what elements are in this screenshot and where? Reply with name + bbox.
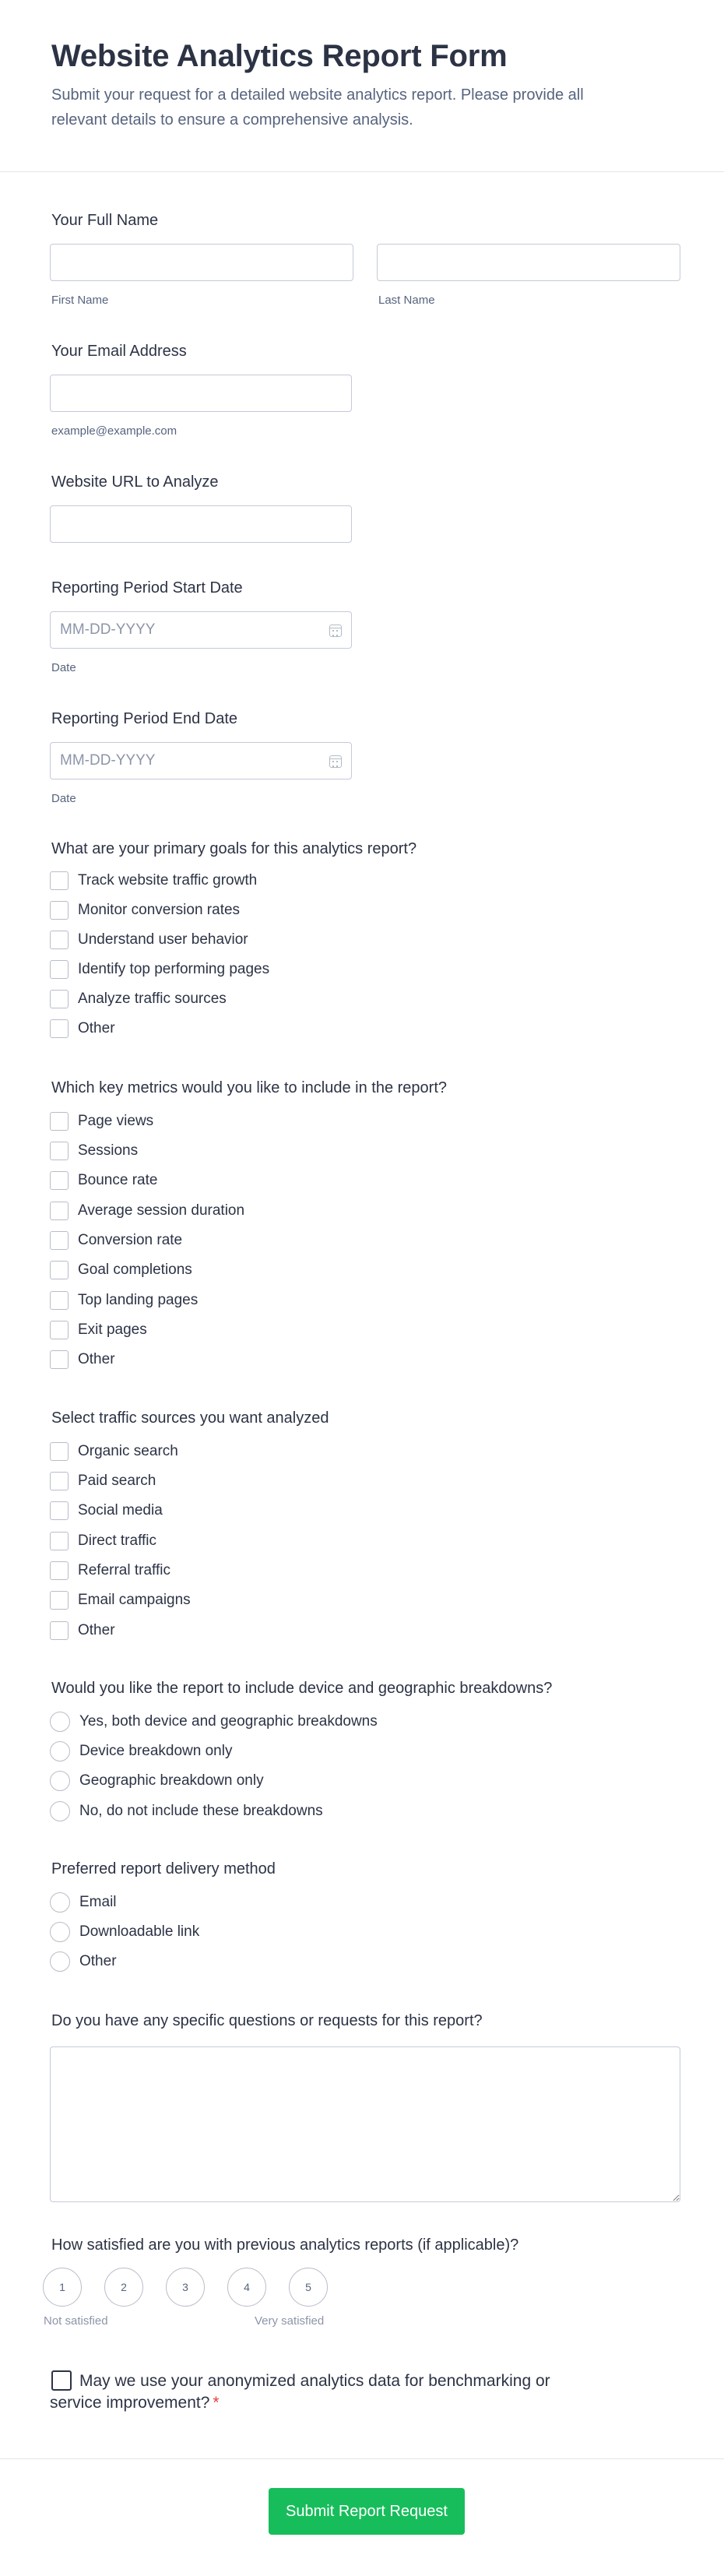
radio-button[interactable] xyxy=(50,1771,70,1791)
source-option[interactable]: Social media xyxy=(50,1501,163,1521)
questions-textarea[interactable] xyxy=(50,2046,680,2202)
breakdowns-label: Would you like the report to include device and geographic breakdowns? xyxy=(51,1680,553,1697)
first-name-sublabel: First Name xyxy=(51,294,109,307)
checkbox[interactable] xyxy=(50,1142,69,1160)
radio-button[interactable] xyxy=(50,1801,70,1821)
goal-option[interactable]: Other xyxy=(50,1019,115,1039)
required-mark: * xyxy=(213,2394,220,2412)
rating-low-label: Not satisfied xyxy=(44,2314,108,2328)
consent-text: May we use your anonymized analytics data for benchmarking or service improvement? xyxy=(50,2372,550,2412)
email-label: Your Email Address xyxy=(51,343,187,360)
rating-option[interactable]: 4 xyxy=(227,2268,266,2307)
metric-option[interactable]: Bounce rate xyxy=(50,1170,157,1191)
checkbox[interactable] xyxy=(50,931,69,949)
breakdown-option[interactable]: Device breakdown only xyxy=(50,1741,232,1761)
goal-option[interactable]: Identify top performing pages xyxy=(50,959,269,980)
metrics-label: Which key metrics would you like to include in the report? xyxy=(51,1079,448,1096)
satisfaction-label: How satisfied are you with previous analytics reports (if applicable)? xyxy=(51,2236,519,2254)
calendar-icon[interactable] xyxy=(329,755,342,768)
website-url-input[interactable] xyxy=(50,505,352,543)
footer-divider xyxy=(0,2458,724,2459)
rating-option[interactable]: 2 xyxy=(104,2268,143,2307)
metric-option[interactable]: Exit pages xyxy=(50,1320,147,1340)
start-date-label: Reporting Period Start Date xyxy=(51,579,243,596)
goal-option[interactable]: Track website traffic growth xyxy=(50,871,257,891)
goal-option[interactable]: Understand user behavior xyxy=(50,930,248,950)
questions-label: Do you have any specific questions or requests for this report? xyxy=(51,2012,483,2029)
first-name-input[interactable] xyxy=(50,244,353,281)
end-date-input[interactable] xyxy=(50,742,352,779)
metric-option[interactable]: Conversion rate xyxy=(50,1230,182,1251)
radio-button[interactable] xyxy=(50,1951,70,1972)
checkbox[interactable] xyxy=(50,990,69,1008)
radio-button[interactable] xyxy=(50,1741,70,1761)
start-date-sublabel: Date xyxy=(51,661,76,674)
source-option[interactable]: Paid search xyxy=(50,1471,156,1491)
form-description: Submit your request for a detailed website analytics report. Please provide all relevant details to ensure a comprehensive analysis. xyxy=(51,86,584,128)
delivery-option[interactable]: Email xyxy=(50,1892,117,1913)
checkbox[interactable] xyxy=(50,1202,69,1220)
source-option[interactable]: Other xyxy=(50,1621,115,1641)
checkbox[interactable] xyxy=(50,1019,69,1038)
metric-option[interactable]: Page views xyxy=(50,1111,153,1131)
end-date-placeholder: MM-DD-YYYY xyxy=(60,752,156,769)
metric-option[interactable]: Average session duration xyxy=(50,1201,244,1221)
submit-button[interactable]: Submit Report Request xyxy=(269,2488,465,2535)
source-option[interactable]: Email campaigns xyxy=(50,1590,191,1610)
rating-option[interactable]: 1 xyxy=(43,2268,82,2307)
checkbox[interactable] xyxy=(50,1171,69,1190)
radio-button[interactable] xyxy=(50,1892,70,1913)
last-name-input[interactable] xyxy=(377,244,680,281)
checkbox[interactable] xyxy=(50,1472,69,1490)
breakdown-option[interactable]: No, do not include these breakdowns xyxy=(50,1801,323,1821)
metric-option[interactable]: Sessions xyxy=(50,1141,138,1161)
metric-option[interactable]: Other xyxy=(50,1350,115,1370)
metric-option[interactable]: Goal completions xyxy=(50,1260,192,1280)
checkbox[interactable] xyxy=(50,1231,69,1250)
checkbox[interactable] xyxy=(50,1501,69,1520)
checkbox[interactable] xyxy=(50,960,69,979)
rating-high-label: Very satisfied xyxy=(255,2314,325,2328)
rating-option[interactable]: 3 xyxy=(166,2268,205,2307)
website-url-label: Website URL to Analyze xyxy=(51,473,219,491)
goal-option[interactable]: Monitor conversion rates xyxy=(50,900,240,920)
end-date-sublabel: Date xyxy=(51,792,76,805)
checkbox[interactable] xyxy=(50,1350,69,1369)
calendar-icon[interactable] xyxy=(329,625,342,637)
checkbox[interactable] xyxy=(50,871,69,890)
checkbox[interactable] xyxy=(50,1532,69,1550)
radio-button[interactable] xyxy=(50,1922,70,1942)
start-date-input[interactable] xyxy=(50,611,352,649)
start-date-placeholder: MM-DD-YYYY xyxy=(60,621,156,638)
source-option[interactable]: Referral traffic xyxy=(50,1561,170,1581)
traffic-sources-label: Select traffic sources you want analyzed xyxy=(51,1409,329,1427)
last-name-sublabel: Last Name xyxy=(378,294,435,307)
delivery-option[interactable]: Other xyxy=(50,1951,117,1972)
consent-label xyxy=(50,2370,595,2414)
form-header xyxy=(0,0,724,172)
end-date-label: Reporting Period End Date xyxy=(51,710,238,727)
goals-label: What are your primary goals for this analytics report? xyxy=(51,840,417,857)
checkbox[interactable] xyxy=(50,1112,69,1131)
checkbox[interactable] xyxy=(50,1621,69,1640)
source-option[interactable]: Direct traffic xyxy=(50,1531,156,1551)
email-input[interactable] xyxy=(50,375,352,412)
breakdown-option[interactable]: Yes, both device and geographic breakdowns xyxy=(50,1712,378,1732)
metric-option[interactable]: Top landing pages xyxy=(50,1290,198,1311)
radio-button[interactable] xyxy=(50,1712,70,1732)
delivery-option[interactable]: Downloadable link xyxy=(50,1922,199,1942)
checkbox[interactable] xyxy=(50,1291,69,1310)
checkbox[interactable] xyxy=(50,1261,69,1279)
goal-option[interactable]: Analyze traffic sources xyxy=(50,989,227,1009)
source-option[interactable]: Organic search xyxy=(50,1441,178,1462)
full-name-label: Your Full Name xyxy=(51,212,159,229)
delivery-label: Preferred report delivery method xyxy=(51,1860,276,1877)
checkbox[interactable] xyxy=(50,1591,69,1610)
checkbox[interactable] xyxy=(50,1561,69,1580)
email-sublabel: example@example.com xyxy=(51,424,177,438)
checkbox[interactable] xyxy=(50,1442,69,1461)
breakdown-option[interactable]: Geographic breakdown only xyxy=(50,1771,264,1791)
checkbox[interactable] xyxy=(50,1321,69,1339)
form-title: Website Analytics Report Form xyxy=(51,39,508,73)
checkbox[interactable] xyxy=(50,901,69,920)
rating-option[interactable]: 5 xyxy=(289,2268,328,2307)
